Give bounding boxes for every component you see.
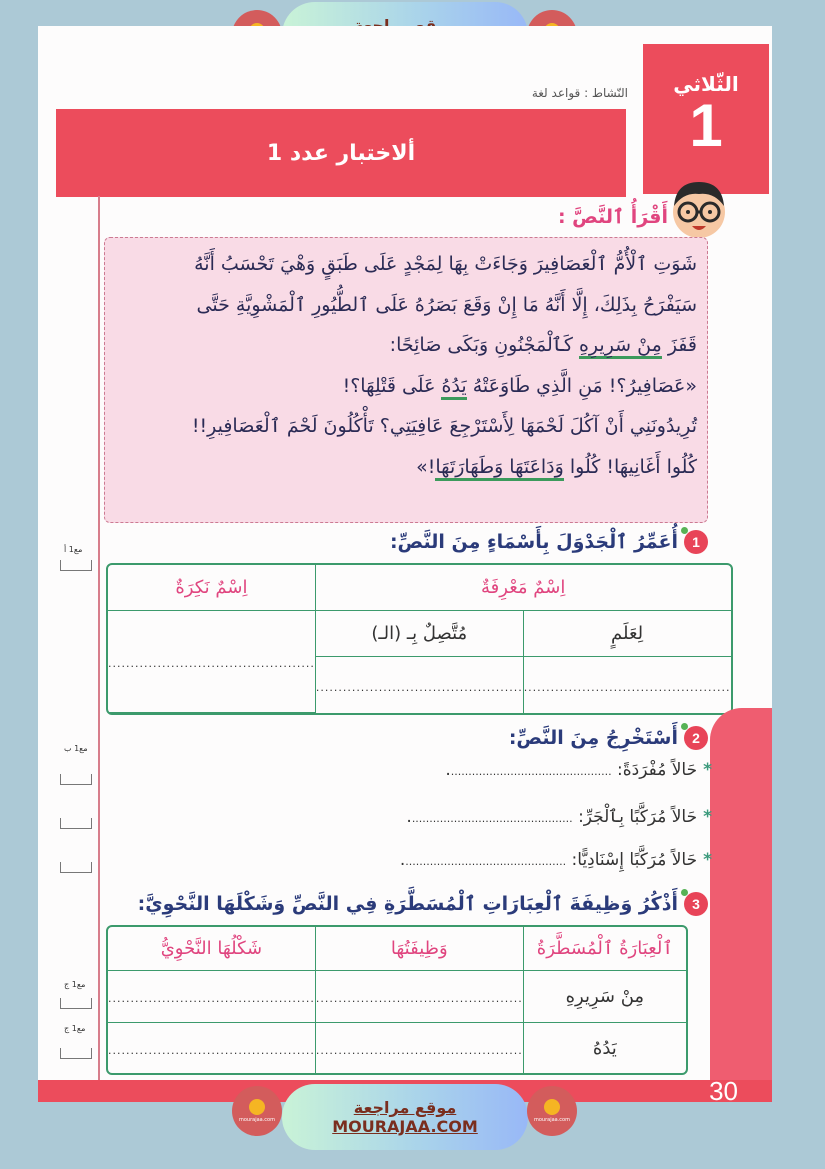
answer-cell[interactable]: .............................................. xyxy=(315,971,523,1023)
score-label: مع1 ج xyxy=(64,1024,86,1033)
score-label: مع1 ج xyxy=(64,980,86,989)
extract-item-1[interactable]: *حَالاً مُفْرَدَةً: ............................................... xyxy=(445,760,712,780)
site-logo-left: mourajaa.com xyxy=(232,1086,282,1136)
phrase-cell: يَدُهُ xyxy=(523,1023,686,1073)
underlined-phrase: وَدَاعَتَهَا وَطَهَارَتَهَا xyxy=(435,456,563,481)
grade-badge: الثّلاثي 1 xyxy=(643,44,769,194)
score-box[interactable] xyxy=(60,998,92,1009)
question-number: 2 xyxy=(684,726,708,750)
header-function: وَظِيفَتُهَا xyxy=(315,927,523,971)
read-text-heading: أَقْرَأُ ٱلنَّصَّ : xyxy=(557,206,668,228)
answer-cell[interactable]: .............................................. xyxy=(108,1043,315,1057)
passage-line: تُرِيدُونَنِي أَنْ آكُلَ لَحْمَهَا لِأَسْتَرْجِعَ عَافِيَتِي؟ تَأْكُلُونَ لَحْمَ ٱلْعَصَافِيرِ!! xyxy=(191,415,697,437)
extract-item-3[interactable]: *حَالاً مُرَكَّبًا إِسْنَادِيًّا: ............................................... xyxy=(399,850,712,870)
star-bullet-icon: * xyxy=(703,760,712,780)
question-1 xyxy=(390,530,708,554)
question-prompt: أُعَمِّرُ ٱلْجَدْوَلَ بِأَسْمَاءٍ مِنَ النَّصِّ: xyxy=(389,531,678,553)
book-icon xyxy=(249,1099,265,1115)
site-logo-right: mourajaa.com xyxy=(527,1086,577,1136)
question-number: 1 xyxy=(684,530,708,554)
answer-cell[interactable]: .............................................. xyxy=(108,611,315,713)
subheader-with-al: مُتَّصِلٌ بِـ (الـ) xyxy=(315,611,523,657)
question-number: 3 xyxy=(684,892,708,916)
score-box[interactable] xyxy=(60,560,92,571)
score-label: مع1 ب xyxy=(64,744,88,753)
margin-line xyxy=(98,196,100,1096)
passage-line: قَفَزَ مِنْ سَرِيرِهِ كَٱلْمَجْنُونِ وَبَكَى صَائِحًا: xyxy=(115,325,697,366)
header-phrase: ٱلْعِبَارَةُ ٱلْمُسَطَّرَةُ xyxy=(523,927,686,971)
answer-cell[interactable]: .............................................. xyxy=(523,657,731,713)
score-label: مع1 أ xyxy=(64,545,83,554)
boy-character-icon xyxy=(666,176,732,242)
passage-line: «عَصَافِيرُ؟! مَنِ الَّذِي طَاوَعَتْهُ يَدُهُ عَلَى قَتْلِهَا؟! xyxy=(115,366,697,407)
question-3 xyxy=(138,892,708,916)
answer-cell[interactable]: .............................................. xyxy=(315,657,523,713)
phrase-cell: مِنْ سَرِيرِهِ xyxy=(523,971,686,1023)
header-indefinite: اِسْمٌ نَكِرَةٌ xyxy=(108,565,315,611)
reading-passage xyxy=(104,237,708,523)
answer-cell[interactable]: .............................................. xyxy=(315,1023,523,1073)
header-grammar-form: شَكْلُهَا النَّحْوِيُّ xyxy=(108,927,315,971)
side-decoration xyxy=(710,708,772,1102)
score-box[interactable] xyxy=(60,862,92,873)
book-icon xyxy=(544,1099,560,1115)
watermark-link[interactable]: موقع مراجعة MOURAJAA.COM xyxy=(282,1084,528,1150)
function-table xyxy=(106,925,688,1075)
exam-page xyxy=(38,26,772,1102)
question-prompt: أَسْتَخْرِجُ مِنَ النَّصِّ: xyxy=(508,727,678,749)
star-bullet-icon: * xyxy=(703,850,712,870)
score-box[interactable] xyxy=(60,818,92,829)
header-definite: اِسْمٌ مَعْرِفَةٌ xyxy=(315,565,731,611)
question-prompt: أَذْكُرُ وَظِيفَةَ ٱلْعِبَارَاتِ ٱلْمُسَطَّرَةِ فِي النَّصِّ وَشَكْلَهَا النَّحْوِيَّ: xyxy=(137,893,678,915)
subheader-proper: لِعَلَمٍ xyxy=(523,611,731,657)
underlined-phrase: مِنْ سَرِيرِهِ xyxy=(579,334,662,359)
score-box[interactable] xyxy=(60,774,92,785)
page-number: 30 xyxy=(709,1076,738,1102)
passage-line: شَوَتِ ٱلْأُمُّ ٱلْعَصَافِيرَ وَجَاءَتْ بِهَا لِمَجْدٍ عَلَى طَبَقٍ وَهْيَ تَحْسَبُ أَنَّهُ xyxy=(194,253,697,275)
score-box[interactable] xyxy=(60,1048,92,1059)
passage-line: سَيَفْرَحُ بِذَلِكَ، إِلَّا أَنَّهُ مَا إِنْ وَقَعَ بَصَرُهُ عَلَى ٱلطُّيُورِ ٱلْمَشْوِيَّةِ حَتَّى xyxy=(196,293,697,316)
star-bullet-icon: * xyxy=(703,807,712,827)
extract-item-2[interactable]: *حَالاً مُرَكَّبًا بِٱلْجَرِّ: ............................................... xyxy=(406,807,712,827)
exam-title: ألاختبار عدد 1 xyxy=(56,109,626,197)
activity-label: النّشاط : قواعد لغة xyxy=(531,86,628,100)
passage-line: كُلُوا أَغَانِيهَا! كُلُوا وَدَاعَتَهَا وَطَهَارَتَهَا!» xyxy=(115,447,697,488)
underlined-phrase: يَدُهُ xyxy=(441,375,466,400)
answer-cell[interactable]: .............................................. xyxy=(108,971,315,1023)
question-2 xyxy=(509,726,708,750)
nouns-table xyxy=(106,563,733,715)
